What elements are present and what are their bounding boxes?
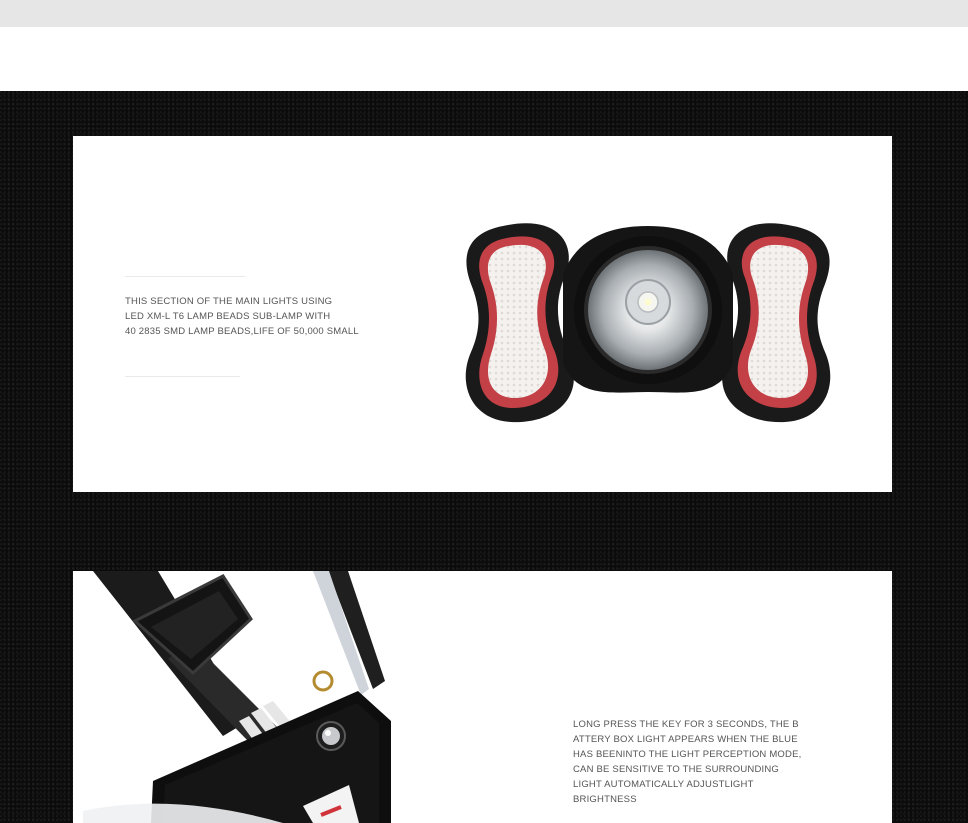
white-spacer <box>0 27 968 91</box>
feature-panel-main-light <box>73 136 892 492</box>
battery-box-caption <box>573 717 858 807</box>
caption-rule-bottom <box>125 376 240 377</box>
caption-line: HAS BEENINTO THE LIGHT PERCEPTION MODE, <box>573 749 802 760</box>
caption-rule-top <box>125 276 245 277</box>
caption-line: ATTERY BOX LIGHT APPEARS WHEN THE BLUE <box>573 734 798 745</box>
headlamp-battery-box-image <box>73 571 403 823</box>
caption-line: LED XM-L T6 LAMP BEADS SUB-LAMP WITH <box>125 311 331 322</box>
main-led-reflector <box>563 226 733 393</box>
headlamp-front-image <box>463 214 833 429</box>
caption-line: BRIGHTNESS <box>573 794 637 805</box>
caption-line: LONG PRESS THE KEY FOR 3 SECONDS, THE B <box>573 719 799 730</box>
caption-line: 40 2835 SMD LAMP BEADS,LIFE OF 50,000 SMALL <box>125 326 359 337</box>
main-light-caption <box>125 294 425 339</box>
caption-line: LIGHT AUTOMATICALLY ADJUSTLIGHT <box>573 779 754 790</box>
caption-line: THIS SECTION OF THE MAIN LIGHTS USING <box>125 296 333 307</box>
feature-panel-battery-box <box>73 571 892 823</box>
right-side-lamp <box>722 223 830 422</box>
top-gray-strip <box>0 0 968 27</box>
left-side-lamp <box>466 223 574 422</box>
caption-line: CAN BE SENSITIVE TO THE SURROUNDING <box>573 764 780 775</box>
